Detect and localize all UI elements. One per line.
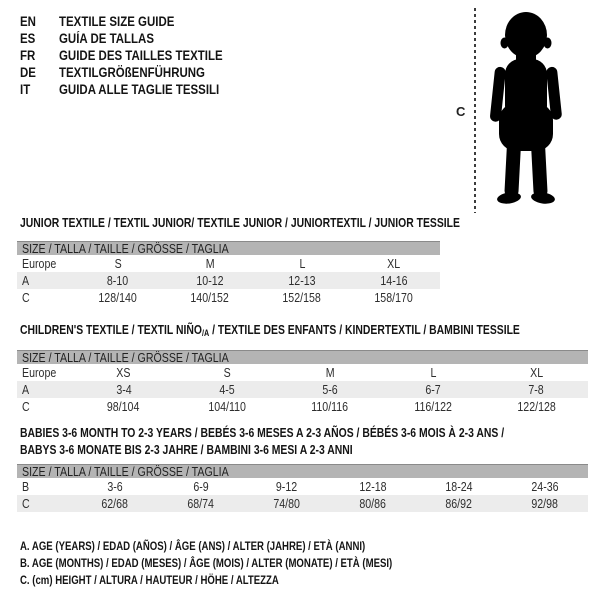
cell-text: 68/74 <box>187 496 215 511</box>
row-label-text: B <box>22 479 30 494</box>
table-cell <box>72 366 175 380</box>
cell-text: 6-7 <box>425 382 441 397</box>
table-cell <box>72 274 164 288</box>
table-cell <box>502 480 588 494</box>
title-line <box>20 424 600 441</box>
cell-text: 140/152 <box>190 290 230 305</box>
cell-text: S <box>223 365 231 380</box>
cell-text: 62/68 <box>101 496 129 511</box>
cell-text: 9-12 <box>276 479 298 494</box>
section-title-children <box>20 321 600 342</box>
row-label <box>17 257 72 271</box>
language-title: TEXTILGRÖßENFÜHRUNG <box>59 65 205 80</box>
table-cell <box>244 480 330 494</box>
language-title: TEXTILE SIZE GUIDE <box>59 14 175 29</box>
table-cell <box>485 383 588 397</box>
cell-text: 128/140 <box>98 290 138 305</box>
footnote-text: B. AGE (MONTHS) / EDAD (MESES) / ÂGE (MOIS) / ALTER (MONATE) / ETÀ (MESI) <box>20 555 393 570</box>
table-cell <box>348 257 440 271</box>
table-cell <box>416 480 502 494</box>
table-cell <box>244 497 330 511</box>
cell-text: 152/158 <box>282 290 322 305</box>
cell-text: 92/98 <box>531 496 559 511</box>
legend-footnotes <box>20 537 485 588</box>
row-label <box>17 366 72 380</box>
children-size-table <box>17 350 588 415</box>
size-header-text: SIZE / TALLA / TAILLE / GRÖSSE / TAGLIA <box>22 241 229 256</box>
table-cell <box>72 497 158 511</box>
table-cell <box>416 497 502 511</box>
size-header-text: SIZE / TALLA / TAILLE / GRÖSSE / TAGLIA <box>22 464 229 479</box>
cell-text: 158/170 <box>374 290 414 305</box>
babies-size-table <box>17 464 588 512</box>
cell-text: 14-16 <box>380 273 408 288</box>
cell-text: M <box>325 365 335 380</box>
table-cell <box>382 383 485 397</box>
table-cell <box>72 400 175 414</box>
table-cell <box>348 274 440 288</box>
table-row-height <box>17 289 440 306</box>
cell-text: 18-24 <box>445 479 473 494</box>
row-label <box>17 480 72 494</box>
title-subscript: /A <box>201 328 210 338</box>
cell-text: 3-6 <box>107 479 123 494</box>
table-cell <box>256 291 348 305</box>
table-cell <box>175 366 278 380</box>
cell-text: 74/80 <box>273 496 301 511</box>
row-label-text: A <box>22 382 30 397</box>
table-cell <box>278 383 381 397</box>
cell-text: L <box>299 256 305 271</box>
row-label-text: C <box>22 496 30 511</box>
language-code <box>20 14 59 29</box>
table-cell <box>158 480 244 494</box>
size-header-bar <box>17 350 588 364</box>
section-title-junior <box>20 214 570 231</box>
table-cell <box>164 291 256 305</box>
table-cell <box>72 257 164 271</box>
section-title-babies <box>20 424 600 458</box>
cell-text: 104/110 <box>207 399 246 414</box>
cell-text: XL <box>529 365 543 380</box>
table-cell <box>382 400 485 414</box>
cell-text: S <box>114 256 122 271</box>
row-label-text: C <box>22 290 30 305</box>
table-cell <box>382 366 485 380</box>
cell-text: 10-12 <box>196 273 224 288</box>
height-measure-label: C <box>456 104 466 119</box>
title-part: CHILDREN'S TEXTILE / TEXTIL NIÑO <box>20 322 202 337</box>
table-cell <box>175 383 278 397</box>
table-row-height <box>17 495 588 512</box>
cell-text: XL <box>387 256 401 271</box>
language-code-text: EN <box>20 14 36 29</box>
cell-text: 4-5 <box>219 382 235 397</box>
row-label <box>17 291 72 305</box>
table-cell <box>278 400 381 414</box>
cell-text: 5-6 <box>322 382 338 397</box>
footnote-b <box>20 554 485 571</box>
section-title-text <box>20 321 520 342</box>
row-label <box>17 274 72 288</box>
cell-text: 80/86 <box>359 496 387 511</box>
table-cell <box>330 480 416 494</box>
footnote-a <box>20 537 485 554</box>
row-label <box>17 400 72 414</box>
cell-text: 86/92 <box>445 496 473 511</box>
table-row-age <box>17 272 440 289</box>
row-label <box>17 383 72 397</box>
cell-text: 116/122 <box>414 399 453 414</box>
cell-text: M <box>205 256 215 271</box>
language-code <box>20 65 59 80</box>
table-cell <box>256 257 348 271</box>
table-cell <box>348 291 440 305</box>
table-cell <box>485 366 588 380</box>
cell-text: 8-10 <box>107 273 129 288</box>
section-title-text: BABYS 3-6 MONATE BIS 2-3 JAHRE / BAMBINI 3-6 MESI A 2-3 ANNI <box>20 442 353 457</box>
language-row <box>20 47 252 64</box>
table-row-age <box>17 381 588 398</box>
table-cell <box>164 257 256 271</box>
size-header-bar <box>17 464 588 478</box>
table-cell <box>72 291 164 305</box>
language-code <box>20 31 59 46</box>
table-cell <box>278 366 381 380</box>
size-header-text: SIZE / TALLA / TAILLE / GRÖSSE / TAGLIA <box>22 350 229 365</box>
table-cell <box>72 383 175 397</box>
cell-text: 122/128 <box>517 399 556 414</box>
language-row <box>20 81 252 98</box>
language-title: GUIDA ALLE TAGLIE TESSILI <box>59 82 220 97</box>
title-part: / TEXTILE DES ENFANTS / KINDERTEXTIL / BAMBINI TESSILE <box>209 322 520 337</box>
table-cell <box>158 497 244 511</box>
language-code-text: DE <box>20 65 36 80</box>
junior-size-table <box>17 241 440 306</box>
height-measure-line <box>474 8 476 213</box>
cell-text: 110/116 <box>311 399 349 414</box>
size-header-bar <box>17 241 440 255</box>
cell-text: 6-9 <box>193 479 209 494</box>
table-cell <box>485 400 588 414</box>
table-cell <box>175 400 278 414</box>
row-label-text: C <box>22 399 30 414</box>
table-row-height <box>17 398 588 415</box>
row-label-text: Europe <box>22 256 57 271</box>
cell-text: XS <box>116 365 131 380</box>
language-title: GUÍA DE TALLAS <box>59 31 154 46</box>
row-label-text: Europe <box>22 365 57 380</box>
cell-text: 3-4 <box>115 382 132 397</box>
language-code-text: FR <box>20 48 36 63</box>
cell-text: 7-8 <box>528 382 545 397</box>
cell-text: L <box>430 365 437 380</box>
table-row-europe <box>17 255 440 272</box>
language-code <box>20 48 59 63</box>
section-title-text: JUNIOR TEXTILE / TEXTIL JUNIOR/ TEXTILE JUNIOR / JUNIORTEXTIL / JUNIOR TESSILE <box>20 215 460 230</box>
language-row <box>20 64 252 81</box>
cell-text: 12-13 <box>288 273 316 288</box>
toddler-silhouette-icon <box>480 8 572 206</box>
table-cell <box>256 274 348 288</box>
cell-text: 12-18 <box>359 479 387 494</box>
table-cell <box>164 274 256 288</box>
table-cell <box>330 497 416 511</box>
title-line <box>20 441 600 458</box>
language-row <box>20 13 252 30</box>
language-code-text: ES <box>20 31 36 46</box>
language-row <box>20 30 252 47</box>
footnote-text: A. AGE (YEARS) / EDAD (AÑOS) / ÂGE (ANS) / ALTER (JAHRE) / ETÀ (ANNI) <box>20 538 366 553</box>
language-code <box>20 82 59 97</box>
language-code-text: IT <box>20 82 31 97</box>
table-row-age-months <box>17 478 588 495</box>
footnote-text: C. (cm) HEIGHT / ALTURA / HAUTEUR / HÖHE / ALTEZZA <box>20 572 279 587</box>
table-row-europe <box>17 364 588 381</box>
language-title: GUIDE DES TAILLES TEXTILE <box>59 48 223 63</box>
section-title-text: BABIES 3-6 MONTH TO 2-3 YEARS / BEBÉS 3-6 MESES A 2-3 AÑOS / BÉBÉS 3-6 MOIS À 2-3 ANS / <box>20 425 505 440</box>
language-title-list <box>20 13 252 98</box>
cell-text: 98/104 <box>107 399 140 414</box>
row-label <box>17 497 72 511</box>
cell-text: 24-36 <box>531 479 559 494</box>
table-cell <box>72 480 158 494</box>
table-cell <box>502 497 588 511</box>
row-label-text: A <box>22 273 30 288</box>
footnote-c <box>20 571 485 588</box>
